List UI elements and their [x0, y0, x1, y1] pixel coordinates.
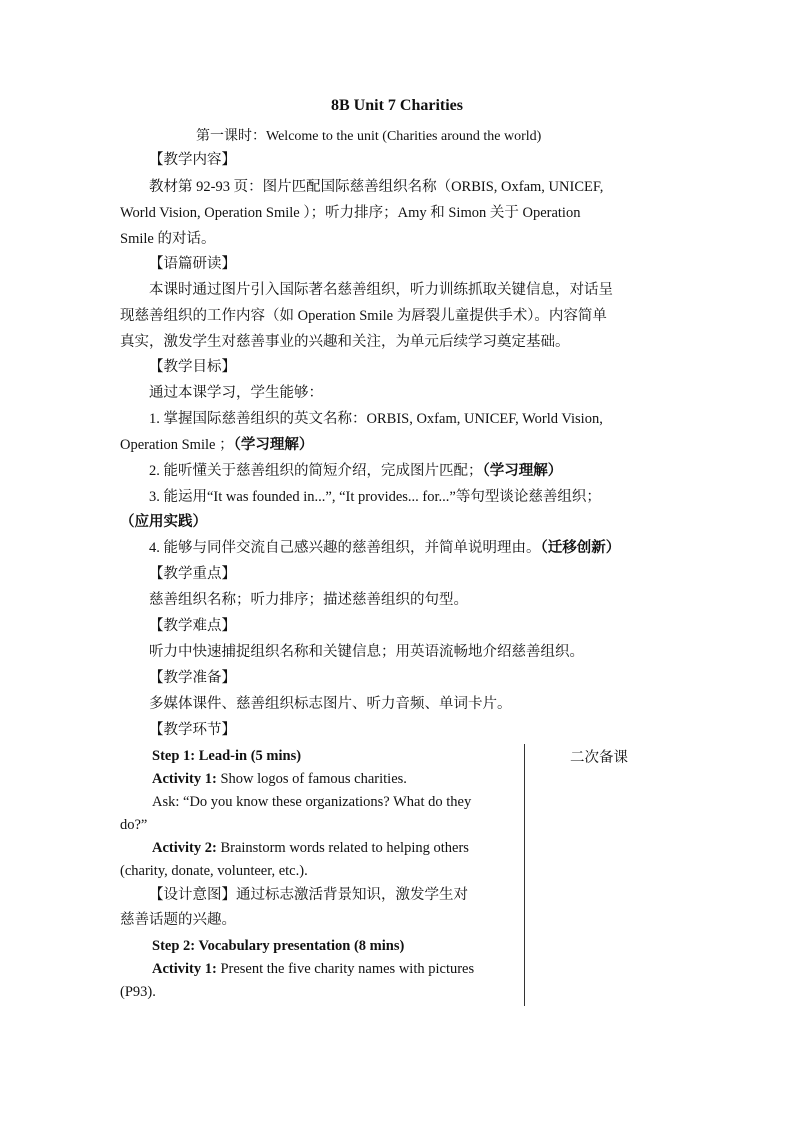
step-2-activity-1: [152, 959, 474, 979]
activity-label: Activity 2:: [152, 840, 217, 856]
table-column-divider: [524, 744, 525, 1006]
activity-text: Show logos of famous charities.: [216, 771, 407, 787]
step-1-activity-2: [152, 838, 469, 858]
step-1-intent-line-1: 【设计意图】通过标志激活背景知识，激发学生对: [149, 887, 468, 903]
content-line-3: Smile 的对话。: [120, 231, 216, 247]
goal-2: [149, 461, 562, 481]
section-heading-analysis: 【语篇研读】: [149, 256, 236, 272]
preparation-text: 多媒体课件、慈善组织标志图片、听力音频、单词卡片。: [149, 696, 512, 712]
goal-1-text: Operation Smile ；: [120, 437, 234, 453]
goal-1-line-1: 1. 掌握国际慈善组织的英文名称：ORBIS, Oxfam, UNICEF, World Vision,: [149, 411, 603, 427]
step-1-title: Step 1: Lead-in (5 mins): [152, 748, 302, 764]
activity-text: Present the five charity names with pictures: [216, 961, 475, 977]
activity-label: Activity 1:: [152, 771, 217, 787]
goal-2-tag: （学习理解）: [482, 463, 563, 479]
section-heading-preparation: 【教学准备】: [149, 670, 236, 686]
section-heading-difficulties: 【教学难点】: [149, 618, 236, 634]
secondary-prep-label: 二次备课: [570, 750, 628, 766]
step-1-activity-2-line-2: (charity, donate, volunteer, etc.).: [120, 863, 308, 879]
section-heading-goals: 【教学目标】: [149, 359, 236, 375]
step-1-ask-line-2: do?”: [120, 817, 148, 833]
section-heading-key-points: 【教学重点】: [149, 566, 236, 582]
analysis-line-1: 本课时通过图片引入国际著名慈善组织，听力训练抓取关键信息，对话呈: [149, 282, 613, 298]
document-title: 8B Unit 7 Charities: [331, 97, 463, 114]
content-line-1: 教材第 92-93 页：图片匹配国际慈善组织名称（ORBIS, Oxfam, UNICEF,: [149, 179, 604, 195]
goal-4: [149, 538, 620, 558]
goal-3-tag: （应用实践）: [120, 514, 207, 530]
goal-2-text: 2. 能听懂关于慈善组织的简短介绍，完成图片匹配；: [149, 463, 483, 479]
goal-1-tag: （学习理解）: [233, 437, 314, 453]
goals-intro: 通过本课学习，学生能够：: [149, 385, 323, 401]
section-heading-steps: 【教学环节】: [149, 722, 236, 738]
goal-3-text: 3. 能运用“It was founded in...”, “It provides... for...”等句型谈论慈善组织；: [149, 489, 601, 505]
content-line-2: World Vision, Operation Smile ）；听力排序；Amy 和 Simon 关于 Operation: [120, 205, 581, 221]
goal-4-text: 4. 能够与同伴交流自己感兴趣的慈善组织，并简单说明理由。: [149, 540, 541, 556]
difficulties-text: 听力中快速捕捉组织名称和关键信息；用英语流畅地介绍慈善组织。: [149, 644, 584, 660]
activity-text: Brainstorm words related to helping others: [216, 840, 469, 856]
analysis-line-3: 真实，激发学生对慈善事业的兴趣和关注，为单元后续学习奠定基础。: [120, 334, 570, 350]
section-heading-content: 【教学内容】: [149, 152, 236, 168]
goal-1-line-2: [120, 435, 313, 455]
lesson-subtitle: 第一课时：Welcome to the unit (Charities around the world): [196, 129, 542, 144]
activity-label: Activity 1:: [152, 961, 217, 977]
step-2-activity-1-line-2: (P93).: [120, 984, 156, 1000]
step-1-intent-line-2: 慈善话题的兴趣。: [120, 912, 236, 928]
step-1-ask-line-1: Ask: “Do you know these organizations? What do they: [152, 794, 472, 810]
step-1-activity-1: [152, 769, 407, 789]
key-points-text: 慈善组织名称；听力排序；描述慈善组织的句型。: [149, 592, 468, 608]
analysis-line-2: 现慈善组织的工作内容（如 Operation Smile 为唇裂儿童提供手术）。内容简单: [120, 308, 607, 324]
step-2-title: Step 2: Vocabulary presentation (8 mins): [152, 938, 405, 954]
goal-4-tag: （迁移创新）: [540, 540, 621, 556]
